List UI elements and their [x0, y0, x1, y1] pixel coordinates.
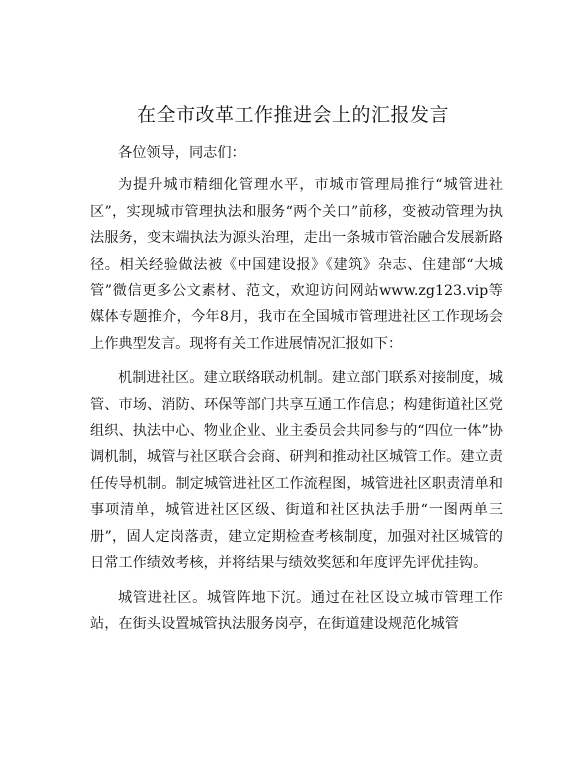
- document-body: [90, 140, 503, 637]
- salutation: 各位领导，同志们：: [118, 145, 246, 161]
- paragraph-urban-management: 城管进社区。城管阵地下沉。通过在社区设立城市管理工作站，在街头设置城管执法服务岗亭，在街道建设规范化城管: [90, 589, 503, 632]
- paragraph-intro: 为提升城市精细化管理水平，市城市管理局推行“城管进社区”，实现城市管理执法和服务“两个关口”前移，变被动管理为执法服务，变末端执法为源头治理，走出一条城市管治融合发展新路径。相关经验做法被《中国建设报》《建筑》杂志、住建部“大城管”微信更多公文素材、范文，欢迎访问网站www.zg123.vip等媒体专题推介，今年8月，我市在全国城市管理进社区工作现场会上作典型发言。现将有关工作进展情况汇报如下：: [90, 177, 503, 352]
- document-title: 在全市改革工作推进会上的汇报发言: [136, 104, 449, 126]
- paragraph-mechanism: 机制进社区。建立联络联动机制。建立部门联系对接制度，城管、市场、消防、环保等部门共享互通工作信息；构建街道社区党组织、执法中心、物业企业、业主委员会共同参与的“四位一体”协调机制，城管与社区联合会商、研判和推动社区城管工作。建立责任传导机制。制定城管进社区工作流程图，城管进社区职责清单和事项清单，城管进社区区级、街道和社区执法手册“一图两单三册”，固人定岗落责，建立定期检查考核制度，加强对社区城管的日常工作绩效考核，并将结果与绩效奖惩和年度评先评优挂钩。: [90, 370, 503, 572]
